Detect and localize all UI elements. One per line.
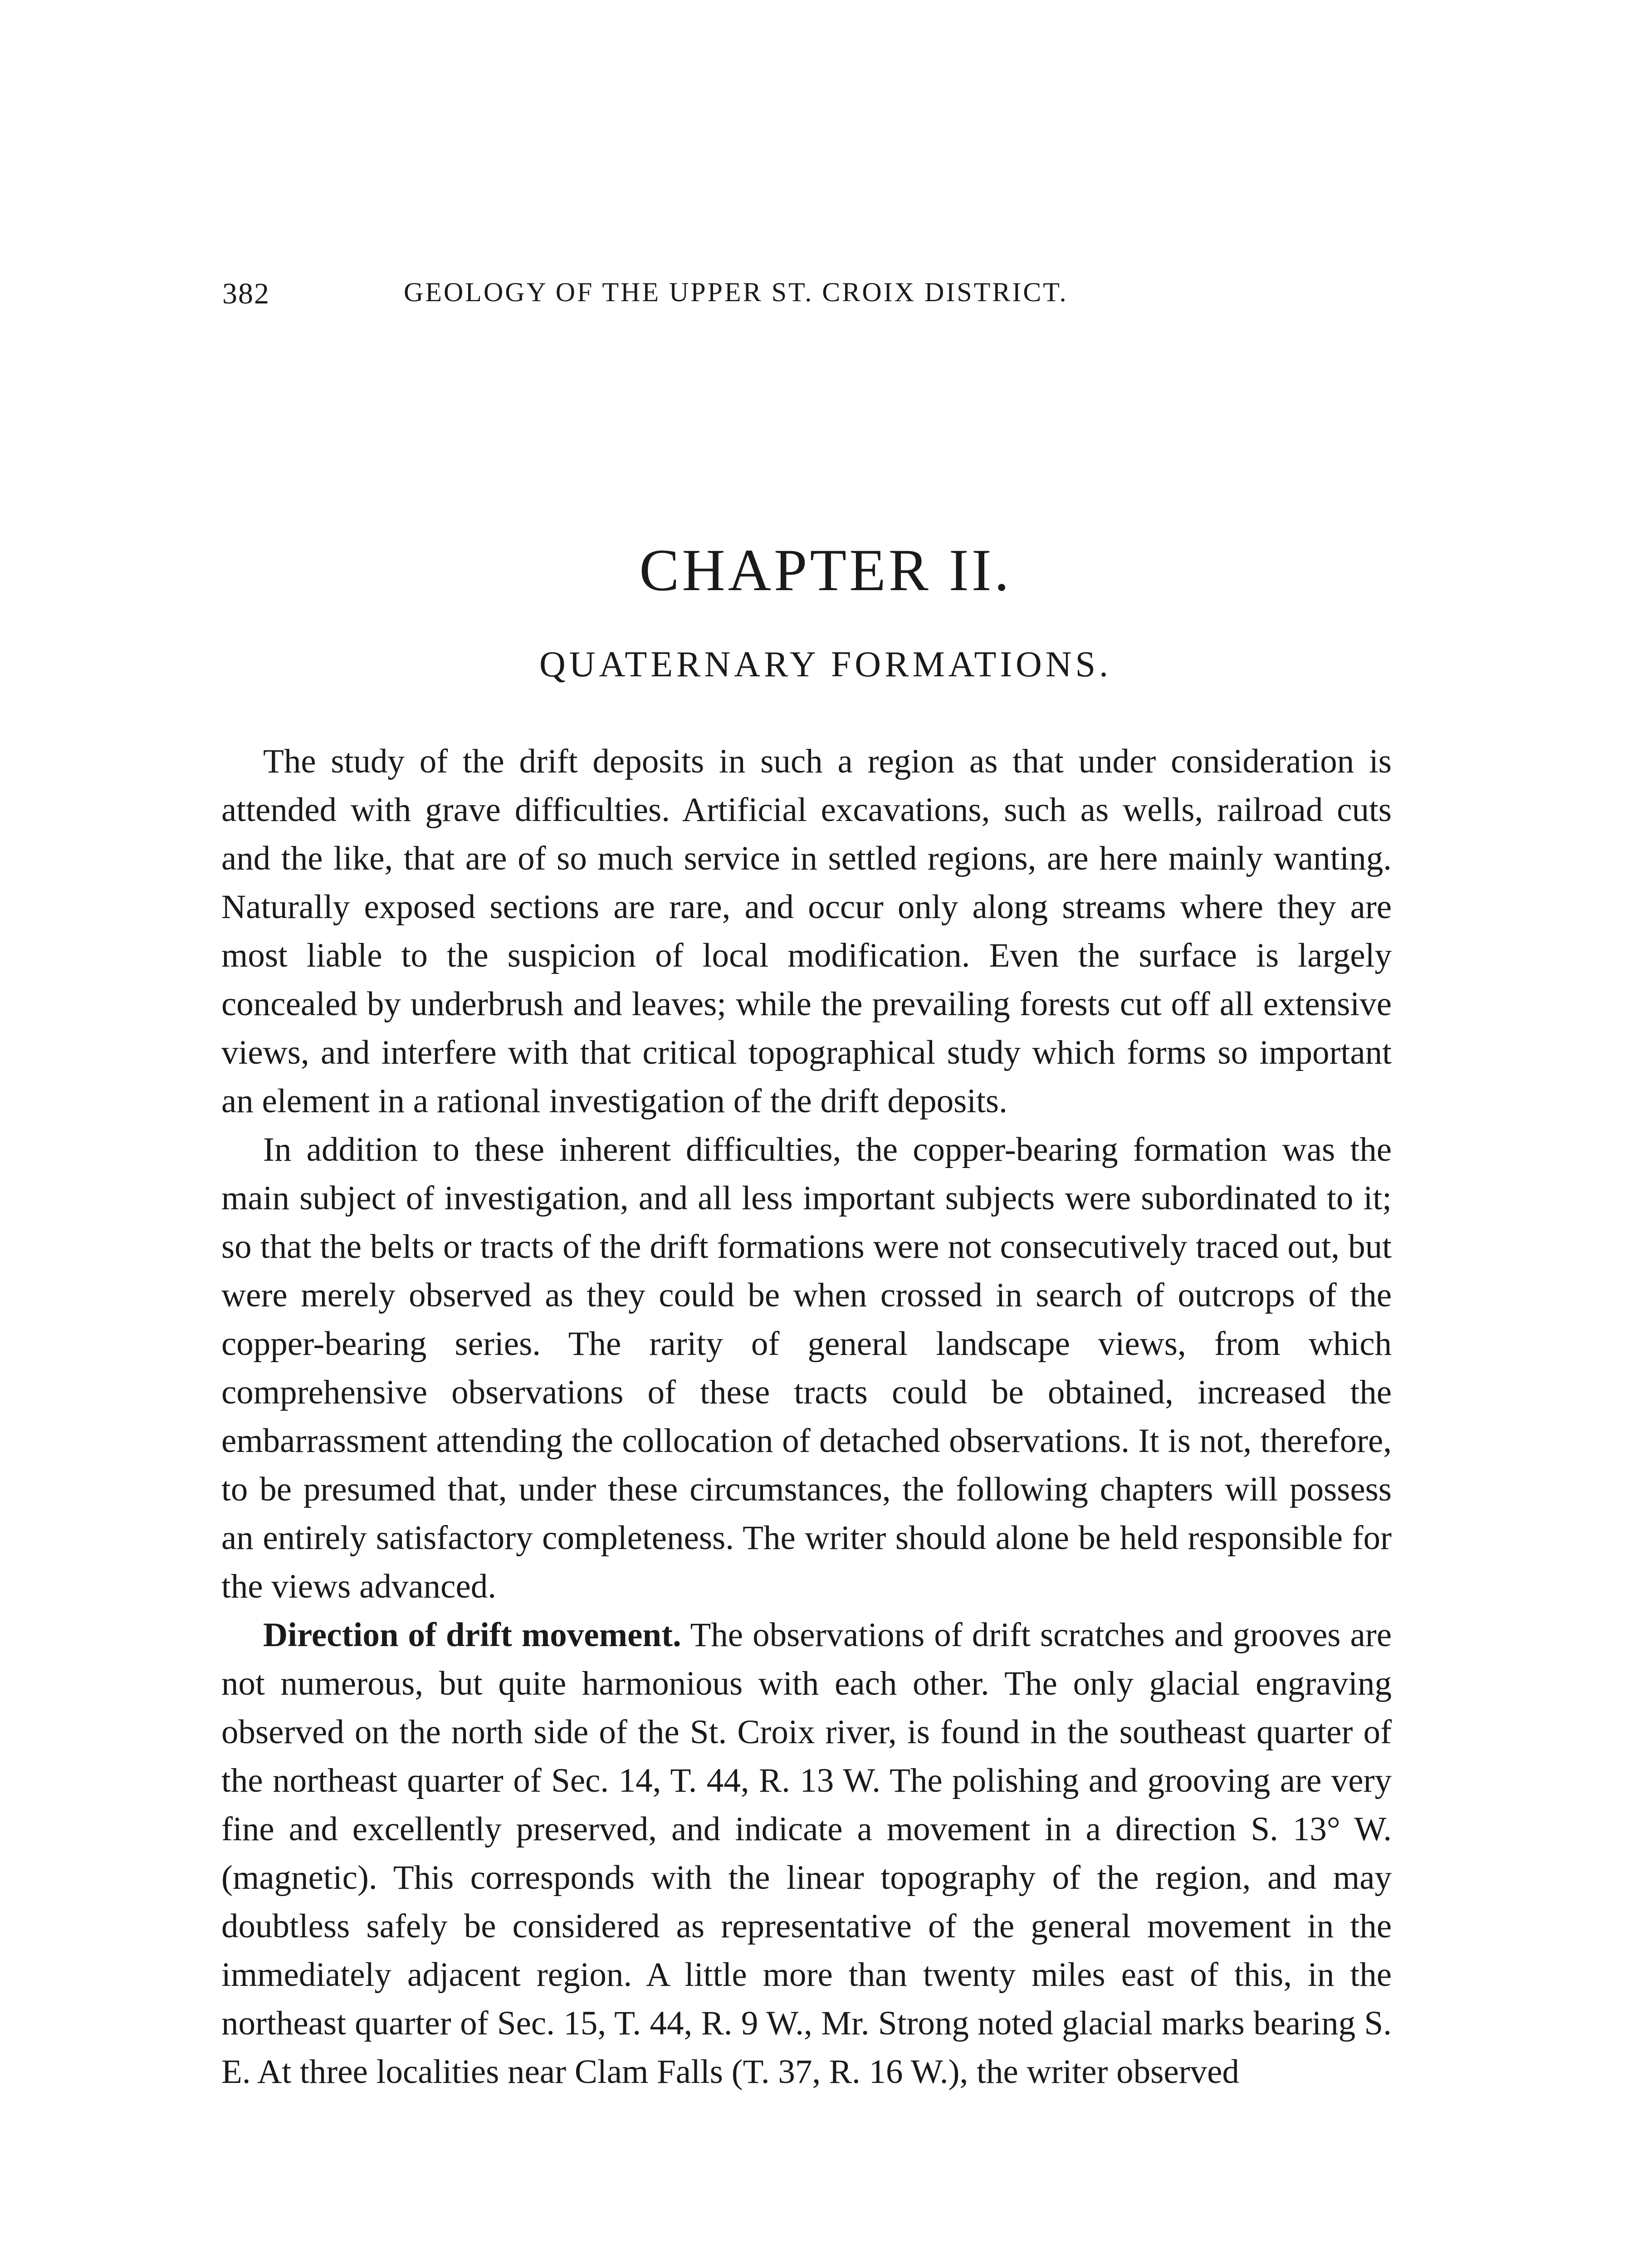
running-header	[222, 277, 1397, 318]
paragraph-1: The study of the drift deposits in such a region as that under consideration is attended with grave difficulties. Artificial excavations, such as wells, railroad cuts and the like, that are of so much service in settled regions, are here mainly wanting. Naturally exposed sections are rare, and occur only along streams where they are most liable to the suspicion of local modification. Even the surface is largely concealed by underbrush and leaves; while the prevailing forests cut off all extensive views, and interfere with that critical topographical study which forms so important an element in a rational investigation of the drift deposits.	[221, 743, 1392, 1120]
paragraph-2: In addition to these inherent difficulties, the copper-bearing formation was the main subject of investigation, and all less important subjects were subordinated to it; so that the belts or tracts of the drift formations were not consecutively traced out, but were merely observed as they could be when crossed in search of outcrops of the copper-bearing series. The rarity of general landscape views, from which comprehensive observations of these tracts could be obtained, increased the embarrassment attending the collocation of detached observations. It is not, therefore, to be presumed that, under these circumstances, the following chapters will possess an entirely satisfactory completeness. The writer should alone be held responsible for the views advanced.	[221, 1131, 1392, 1605]
run-in-heading: Direction of drift movement.	[263, 1616, 681, 1654]
running-title: GEOLOGY OF THE UPPER ST. CROIX DISTRICT.	[404, 277, 1068, 307]
section-title: QUATERNARY FORMATIONS.	[539, 645, 1112, 684]
body-text	[221, 737, 1392, 2096]
chapter-title: CHAPTER II.	[639, 537, 1012, 603]
paragraph-3	[221, 1611, 1392, 2096]
page-number: 382	[222, 277, 270, 310]
paragraph-3-text: The observations of drift scratches and grooves are not numerous, but quite harmonious with each other. The only glacial engraving observed on the north side of the St. Croix river, is found in the southeast quarter of the northeast quarter of Sec. 14, T. 44, R. 13 W. The polishing and grooving are very fine and excellently preserved, and indicate a movement in a direction S. 13° W. (magnetic). This corresponds with the linear topography of the region, and may doubtless safely be considered as representative of the general movement in the immediately adjacent region. A little more than twenty miles east of this, in the northeast quarter of Sec. 15, T. 44, R. 9 W., Mr. Strong noted glacial marks bearing S. E. At three localities near Clam Falls (T. 37, R. 16 W.), the writer observed	[221, 1616, 1392, 2091]
